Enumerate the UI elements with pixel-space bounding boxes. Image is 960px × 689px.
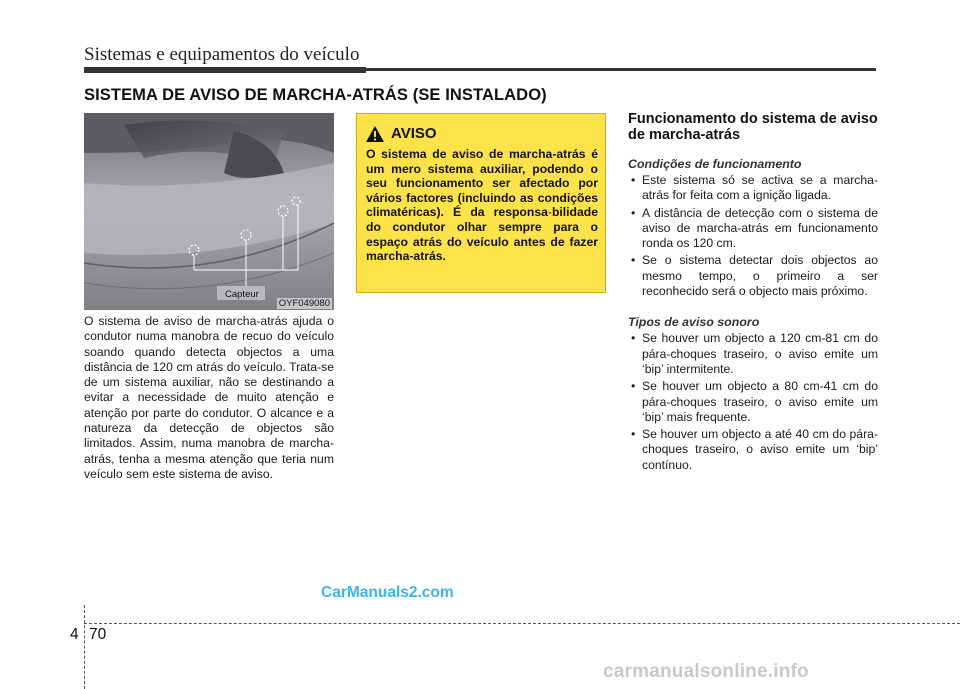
list-item: • Se houver um objecto a até 40 cm do pára-choques traseiro, o aviso emite um ‘bip’ contínuo. [628, 427, 878, 473]
watermark-link[interactable]: CarManuals2.com [321, 584, 454, 601]
conditions-list [628, 173, 878, 299]
warning-box [356, 113, 606, 293]
footer-rule [84, 623, 960, 624]
list-item: • A distância de detecção com o sistema de aviso de marcha-atrás em funcionamento ronda os 120 cm. [628, 206, 878, 252]
alarm-types-list [628, 331, 878, 473]
warning-triangle-icon [366, 126, 384, 142]
page-number: 70 [89, 626, 107, 643]
header-rule-accent [84, 67, 366, 73]
list-item: • Se houver um objecto a 80 cm-41 cm do pára-choques traseiro, o aviso emite um ‘bip’ mais frequente. [628, 379, 878, 425]
section-title: SISTEMA DE AVISO DE MARCHA-ATRÁS (SE INSTALADO) [84, 86, 547, 104]
chapter-number: 4 [70, 626, 79, 643]
alarm-types-title: Tipos de aviso sonoro [628, 315, 760, 330]
footer-vertical-rule [84, 605, 85, 689]
list-item: • Se houver um objecto a 120 cm-81 cm do pára-choques traseiro, o aviso emite um ‘bip’ intermitente. [628, 331, 878, 377]
warning-text: O sistema de aviso de marcha-atrás é um mero sistema auxiliar, podendo o seu funcionamento ser afectado por vários factores (incluindo as condições climatéricas). É da responsa-bilidade do condutor olhar sempre para o espaço atrás do veículo antes de fazer marcha-atrás. [366, 147, 598, 264]
operation-title: Funcionamento do sistema de aviso de marcha-atrás [628, 111, 878, 143]
warning-title: AVISO [391, 125, 437, 142]
warning-hyphen: - [547, 205, 552, 220]
sensor-label: Capteur [225, 289, 259, 300]
figure-code: OYF049080 [278, 298, 330, 309]
car-rear-illustration [84, 113, 334, 310]
footer-watermark: carmanualsonline.info [603, 661, 809, 682]
list-item: • Este sistema só se activa se a marcha-atrás for feita com a ignição ligada. [628, 173, 878, 204]
header-title: Sistemas e equipamentos do veículo [84, 44, 360, 65]
right-column [628, 112, 878, 475]
rear-bumper-figure [84, 113, 334, 310]
conditions-title: Condições de funcionamento [628, 157, 802, 171]
intro-paragraph: O sistema de aviso de marcha-atrás ajuda o condutor numa manobra de recuo do veículo soando quando detecta objectos a uma distância de 120 cm atrás do veículo. Trata-se de um sistema auxiliar, não se destinando a evitar a necessidade de muito atenção e atenção por parte do condutor. O alcance e a natureza da detecção de objectos são limitados. Assim, numa manobra de marcha-atrás, tenha a mesma atenção que teria num veículo sem este sistema de aviso. [84, 314, 334, 481]
list-item: • Se o sistema detectar dois objectos ao mesmo tempo, o primeiro a ser reconhecido será o objecto mais próximo. [628, 253, 878, 299]
